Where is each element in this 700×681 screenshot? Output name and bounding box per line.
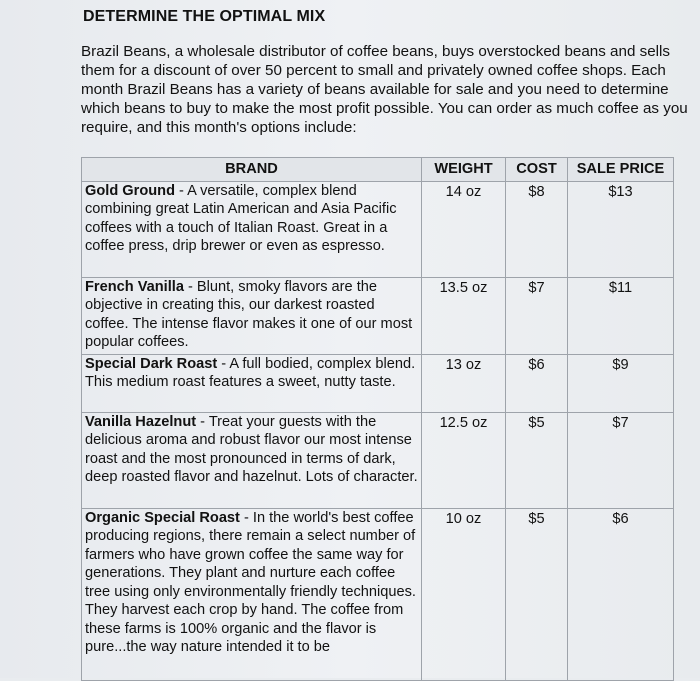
sale-price-cell: $11 [568, 277, 674, 354]
brand-cell [82, 181, 422, 277]
brand-cell [82, 412, 422, 508]
table-row [82, 354, 674, 412]
table-row [82, 277, 674, 354]
weight-cell: 12.5 oz [422, 412, 506, 508]
table-row [82, 181, 674, 277]
cost-cell: $5 [506, 412, 568, 508]
sale-price-cell: $6 [568, 508, 674, 680]
brand-name: Special Dark Roast [85, 355, 218, 372]
cost-cell: $6 [506, 354, 568, 412]
brand-description: - A versatile, complex blend combining great Latin American and Asia Pacific coffees with a touch of Italian Roast. Great in a coffee press, drip brewer or even as espresso. [85, 182, 397, 254]
brand-cell [82, 354, 422, 412]
weight-cell: 13.5 oz [422, 277, 506, 354]
brand-name: Gold Ground [85, 182, 175, 199]
cost-cell: $7 [506, 277, 568, 354]
sale-price-cell: $7 [568, 412, 674, 508]
brand-description: - In the world's best coffee producing regions, there remain a select number of farmers who have grown coffee the same way for generations. They plant and nurture each coffee tree using only environmentally friendly techniques. They harvest each crop by hand. The coffee from these farms is 100% organic and the flavor is pure...the way nature intended it to be [85, 509, 416, 655]
page-title: DETERMINE THE OPTIMAL MIX [83, 8, 326, 25]
table-row [82, 508, 674, 680]
sale-price-cell: $9 [568, 354, 674, 412]
brand-name: Vanilla Hazelnut [85, 413, 197, 430]
table-row [82, 412, 674, 508]
brand-description: - Blunt, smoky flavors are the objective in creating this, our darkest roasted coffee. The intense flavor makes it one of our most popular coffees. [85, 278, 413, 350]
header-cost: COST [506, 158, 568, 182]
brand-description: - Treat your guests with the delicious aroma and robust flavor our most intense roast and the most pronounced in terms of dark, deep roasted flavor and hazelnut. Lots of character. [85, 413, 418, 485]
cost-cell: $5 [506, 508, 568, 680]
header-weight: WEIGHT [422, 158, 506, 182]
weight-cell: 14 oz [422, 181, 506, 277]
cost-cell: $8 [506, 181, 568, 277]
weight-cell: 13 oz [422, 354, 506, 412]
header-brand: BRAND [82, 158, 422, 182]
brand-name: Organic Special Roast [85, 509, 240, 526]
table-header-row [82, 158, 674, 182]
brand-name: French Vanilla [85, 278, 184, 295]
intro-paragraph: Brazil Beans, a wholesale distributor of coffee beans, buys overstocked beans and sells them for a discount of over 50 percent to small and privately owned coffee shops. Each month Brazil Beans has a variety of beans available for sale and you need to determine which beans to buy to make the most profit possible. You can order as much coffee as you require, and this month's options include: [81, 43, 688, 136]
coffee-options-table [81, 157, 674, 681]
brand-cell [82, 277, 422, 354]
sale-price-cell: $13 [568, 181, 674, 277]
brand-cell [82, 508, 422, 680]
brand-description: - A full bodied, complex blend. This medium roast features a sweet, nutty taste. [85, 355, 416, 390]
weight-cell: 10 oz [422, 508, 506, 680]
header-sale-price: SALE PRICE [568, 158, 674, 182]
